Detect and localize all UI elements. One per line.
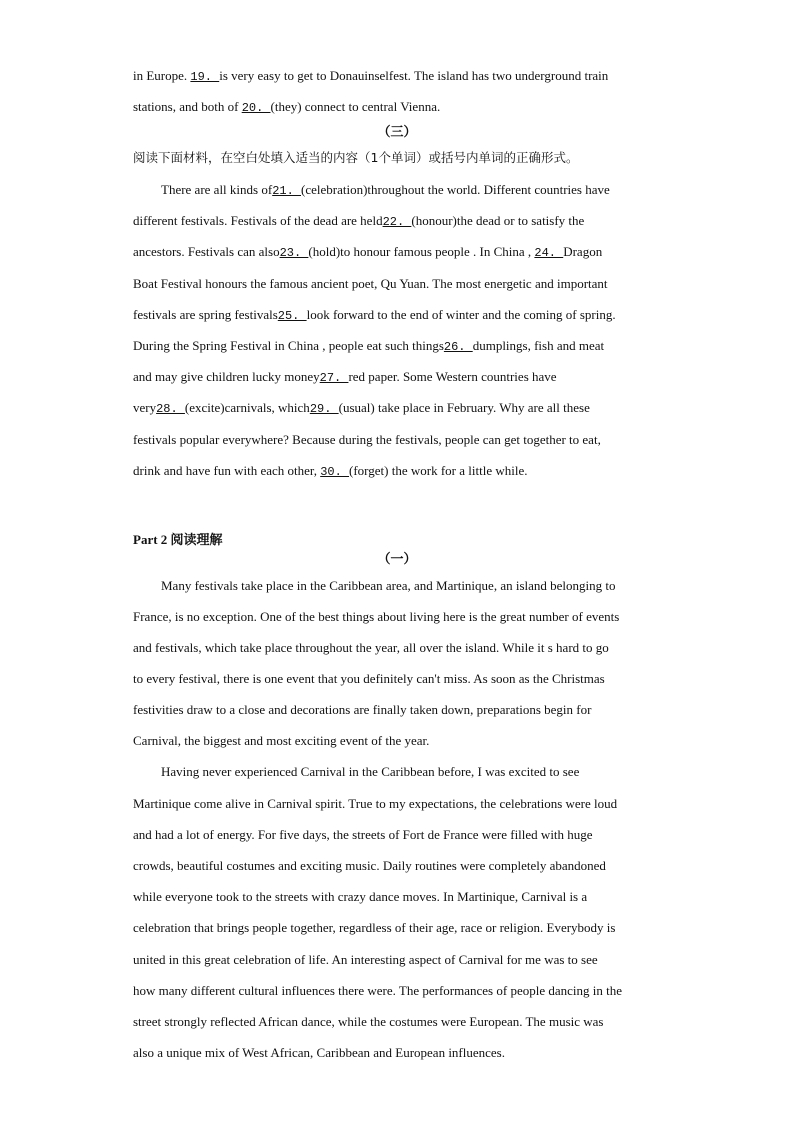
text-run: festivals popular everywhere? Because during the festivals, people can get together to eat, — [133, 432, 601, 447]
answer-blank-21: 21. — [272, 184, 301, 198]
text-run: drink and have fun with each other, — [133, 463, 321, 478]
text-run: (usual) take place in February. Why are all these — [338, 400, 590, 415]
cloze-line — [133, 99, 440, 116]
paragraph-line: and had a lot of energy. For five days, the streets of Fort de France were filled with huge — [133, 827, 593, 842]
answer-blank-23: 23. — [279, 246, 309, 260]
paragraph-line: festivities draw to a close and decorations are finally taken down, preparations begin for — [133, 702, 592, 717]
text-run: (forget) the work for a little while. — [349, 463, 528, 478]
paragraph-line: also a unique mix of West African, Caribbean and European influences. — [133, 1045, 505, 1060]
text-run: stations, and both of — [133, 99, 242, 114]
paragraph-line: street strongly reflected African dance, while the costumes were European. The music was — [133, 1014, 604, 1029]
text-run: red paper. Some Western countries have — [348, 369, 557, 384]
answer-blank-19: 19. — [190, 70, 220, 84]
paragraph-line: France, is no exception. One of the best things about living here is the great number of events — [133, 609, 620, 624]
text-run: look forward to the end of winter and the coming of spring. — [306, 307, 616, 322]
cloze-line — [133, 244, 602, 261]
text-run: is very easy to get to Donauinselfest. The island has two underground train — [219, 68, 609, 83]
text-run: (celebration)throughout the world. Different countries have — [301, 182, 610, 197]
paragraph-line: and festivals, which take place throughout the year, all over the island. While it s hard to go — [133, 640, 609, 655]
answer-blank-25: 25. — [277, 309, 307, 323]
text-run: There are all kinds of — [161, 182, 273, 197]
paragraph-line: celebration that brings people together, regardless of their age, race or religion. Everybody is — [133, 920, 616, 935]
cloze-line — [133, 400, 590, 417]
text-run: and may give children lucky money — [133, 369, 320, 384]
paragraph-line: Many festivals take place in the Caribbean area, and Martinique, an island belonging to — [161, 578, 616, 593]
answer-blank-29: 29. — [309, 402, 339, 416]
part-title: Part 2 阅读理解 — [133, 532, 223, 547]
answer-blank-22: 22. — [382, 215, 412, 229]
answer-blank-24: 24. — [534, 246, 564, 260]
paragraph-line: Carnival, the biggest and most exciting event of the year. — [133, 733, 430, 748]
text-run: dumplings, fish and meat — [472, 338, 605, 353]
paragraph-line: Martinique come alive in Carnival spirit. True to my expectations, the celebrations were loud — [133, 796, 618, 811]
text-run: (excite)carnivals, which — [184, 400, 310, 415]
paragraph-line: crowds, beautiful costumes and exciting music. Daily routines were completely abandoned — [133, 858, 606, 873]
text-run: (hold)to honour famous people . In China , — [308, 244, 535, 259]
cloze-line — [133, 213, 584, 230]
cloze-line — [133, 432, 601, 448]
text-run: During the Spring Festival in China , people eat such things — [133, 338, 444, 353]
paragraph-line: Having never experienced Carnival in the Caribbean before, I was excited to see — [161, 764, 580, 779]
instruction-text: 阅读下面材料，在空白处填入适当的内容（1个单词）或括号内单词的正确形式。 — [133, 150, 579, 165]
cloze-line — [133, 307, 616, 324]
cloze-line — [133, 276, 608, 292]
text-run: very — [133, 400, 157, 415]
text-run: festivals are spring festivals — [133, 307, 278, 322]
cloze-line — [161, 182, 610, 199]
answer-blank-30: 30. — [320, 465, 350, 479]
section-heading: （三） — [377, 124, 417, 139]
paragraph-line: how many different cultural influences there were. The performances of people dancing in the — [133, 983, 622, 998]
text-run: different festivals. Festivals of the dead are held — [133, 213, 383, 228]
cloze-line — [133, 463, 527, 480]
paragraph-line: while everyone took to the streets with crazy dance moves. In Martinique, Carnival is a — [133, 889, 588, 904]
cloze-line — [133, 369, 557, 386]
text-run: in Europe. — [133, 68, 191, 83]
answer-blank-20: 20. — [241, 101, 271, 115]
text-run: ancestors. Festivals can also — [133, 244, 280, 259]
paragraph-line: united in this great celebration of life. An interesting aspect of Carnival for me was to see — [133, 952, 598, 967]
text-run: Boat Festival honours the famous ancient poet, Qu Yuan. The most energetic and important — [133, 276, 608, 291]
answer-blank-28: 28. — [156, 402, 185, 416]
text-run: (they) connect to central Vienna. — [270, 99, 441, 114]
paragraph-line: to every festival, there is one event that you definitely can't miss. As soon as the Christmas — [133, 671, 605, 686]
text-run: Dragon — [563, 244, 603, 259]
section-heading: （一） — [377, 551, 417, 566]
cloze-line — [133, 68, 608, 85]
answer-blank-27: 27. — [319, 371, 349, 385]
answer-blank-26: 26. — [443, 340, 473, 354]
text-run: (honour)the dead or to satisfy the — [411, 213, 585, 228]
cloze-line — [133, 338, 604, 355]
